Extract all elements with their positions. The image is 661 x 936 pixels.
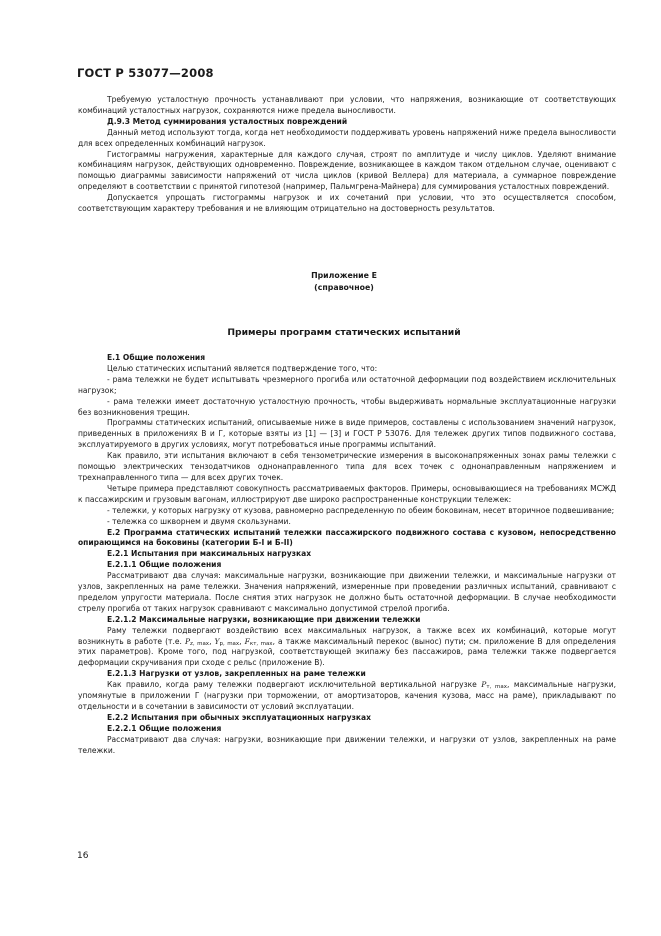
list-item: - рама тележки не будет испытывать чрезмерного прогиба или остаточной деформации под воздействием исключительных нагрузок; — [78, 374, 616, 395]
paragraph: Программы статических испытаний, описываемые ниже в виде примеров, составлены с использованием значений нагрузок, приведенных в приложениях В и Г, которые взяты из [1] — [3] и ГОСТ Р 53076. Для тележек других типов подвижного состава, эксплуатируемого в других условиях, могут потребоваться иные программы испытаний. — [78, 418, 616, 450]
appendix-note: (справочное) — [314, 282, 374, 292]
page-number: 16 — [77, 851, 89, 861]
text-run: , максимальные нагрузки, упомянутые в приложении Г (нагрузки при торможении, от амортизаторов, качения кузова, масс на раме), прикладывают по отдельности и в сочетании в зависимости от условий эксплуатации. — [78, 680, 616, 711]
paragraph: Четыре примера представляют совокупность рассматриваемых факторов. Примеры, основывающиеся на требованиях МСЖД к пассажирским и грузовым вагонам, иллюстрируют две широко распространенные конструкции тележек: — [78, 483, 616, 504]
formula-symbol: Y — [214, 636, 220, 646]
formula-symbol: P — [481, 680, 487, 690]
formula-symbol: P — [184, 636, 191, 646]
formula-subscript: p, max — [219, 640, 240, 647]
paragraph: Рассматривают два случая: максимальные нагрузки, возникающие при движении тележки, и максимальные нагрузки от узлов, закрепленных на раме тележки. Значения напряжений, измеренные при проведении различных испытаний, сравнивают с пределом упругости материала. После снятия этих нагрузок не должно быть остаточной деформации. В случае необходимости стрелу прогиба от таких нагрузок сравнивают с максимально допустимой стрелой прогиба. — [78, 571, 616, 613]
section-heading: Е.2 Программа статических испытаний тележки пассажирского подвижного состава с кузовом, непосредственно опирающимся на боковины (категории Б-I и Б-II) — [78, 527, 616, 548]
paragraph: Требуемую усталостную прочность устанавливают при условии, что напряжения, возникающие от соответствующих комбинаций усталостных нагрузок, сохраняются ниже предела выносливости. — [78, 95, 616, 115]
paragraph: Целью статических испытаний является подтверждение того, что: — [107, 363, 378, 373]
paragraph: Рассматривают два случая: нагрузки, возникающие при движении тележки, и нагрузки от узлов, закрепленных на раме тележки. — [78, 734, 616, 755]
list-item: - тележка со шкворнем и двумя скользунами. — [107, 516, 291, 526]
paragraph: Гистограммы нагружения, характерные для каждого случая, строят по амплитуде и числу циклов. Уделяют внимание комбинациям нагрузок, действующих одновременно. Повреждение, возникающее в каждом таком отдельном случае, оценивают с помощью диаграммы зависимости напряжений от числа циклов (кривой Веллера) для материала, а суммарное повреждение определяют в соответствии с принятой гипотезой (например, Пальмгрена-Майнера) для суммирования усталостных повреждений. — [78, 149, 616, 192]
appendix-title: Примеры программ статических испытаний — [227, 327, 461, 338]
subsection-heading: Е.2.2 Испытания при обычных эксплуатационных нагрузках — [107, 712, 371, 722]
text-run: Как правило, когда раму тележки подвергают исключительной вертикальной нагрузке — [107, 680, 482, 690]
subsection-heading: Е.2.1.3 Нагрузки от узлов, закрепленных на раме тележки — [107, 669, 366, 679]
section-heading: Е.1 Общие положения — [107, 353, 206, 362]
subsection-heading: Е.2.1 Испытания при максимальных нагрузках — [107, 549, 312, 559]
list-item: - рама тележки имеет достаточную усталостную прочность, чтобы выдерживать нормальные эксплуатационные нагрузки без возникновения трещин. — [78, 396, 616, 417]
paragraph — [78, 680, 616, 713]
formula-subscript: z, max — [190, 640, 210, 647]
paragraph: Допускается упрощать гистограммы нагрузок и их сочетаний при условии, что это осуществляется способом, соответствующим характеру требования и не влияющим отрицательно на достоверность результатов. — [78, 193, 616, 214]
formula-subscript: кт, max — [249, 640, 273, 647]
text-run: Раму тележки подвергают воздействию всех максимальных нагрузок, а также всех их комбинаций, которые могут возникнуть в работе (т.е. — [78, 625, 616, 646]
list-item: - тележки, у которых нагрузку от кузова, равномерно распределенную по обеим боковинам, несет вторичное подвешивание; — [107, 505, 615, 515]
paragraph — [78, 626, 616, 670]
section-e-text — [78, 353, 616, 757]
formula-subscript: т, max — [486, 684, 508, 691]
paragraph: Как правило, эти испытания включают в себя тензометрические измерения в высоконапряженных зонах рамы тележки с помощью электрических тензодатчиков однонаправленного типа для всех точек с однонаправленным напряжением и трехнаправленного типа — для всех других точек. — [78, 451, 616, 482]
text-run: , а также максимальный перекос (вынос) пути; см. приложение В для определения этих параметров). Кроме того, под нагрузкой, соответствующей экипажу без пассажиров, рама тележки также подвергается деформации скручивания при сходе с рельс (приложение В). — [78, 636, 616, 668]
paragraph: Данный метод используют тогда, когда нет необходимости поддерживать уровень напряжений ниже предела выносливости для всех определенных комбинаций нагрузок. — [78, 127, 616, 148]
text-run: , — [209, 636, 215, 646]
subsection-heading: Д.9.3 Метод суммирования усталостных повреждений — [107, 116, 348, 126]
subsection-heading: Е.2.2.1 Общие положения — [107, 723, 222, 733]
section-d-text — [78, 95, 616, 215]
text-run: , — [239, 636, 245, 646]
document-header: ГОСТ Р 53077—2008 — [77, 66, 214, 80]
appendix-heading — [0, 270, 661, 293]
appendix-label: Приложение Е — [311, 271, 377, 280]
subsection-heading: Е.2.1.2 Максимальные нагрузки, возникающие при движении тележки — [107, 614, 421, 624]
subsection-heading: Е.2.1.1 Общие положения — [107, 560, 222, 570]
formula-symbol: F — [244, 636, 250, 646]
